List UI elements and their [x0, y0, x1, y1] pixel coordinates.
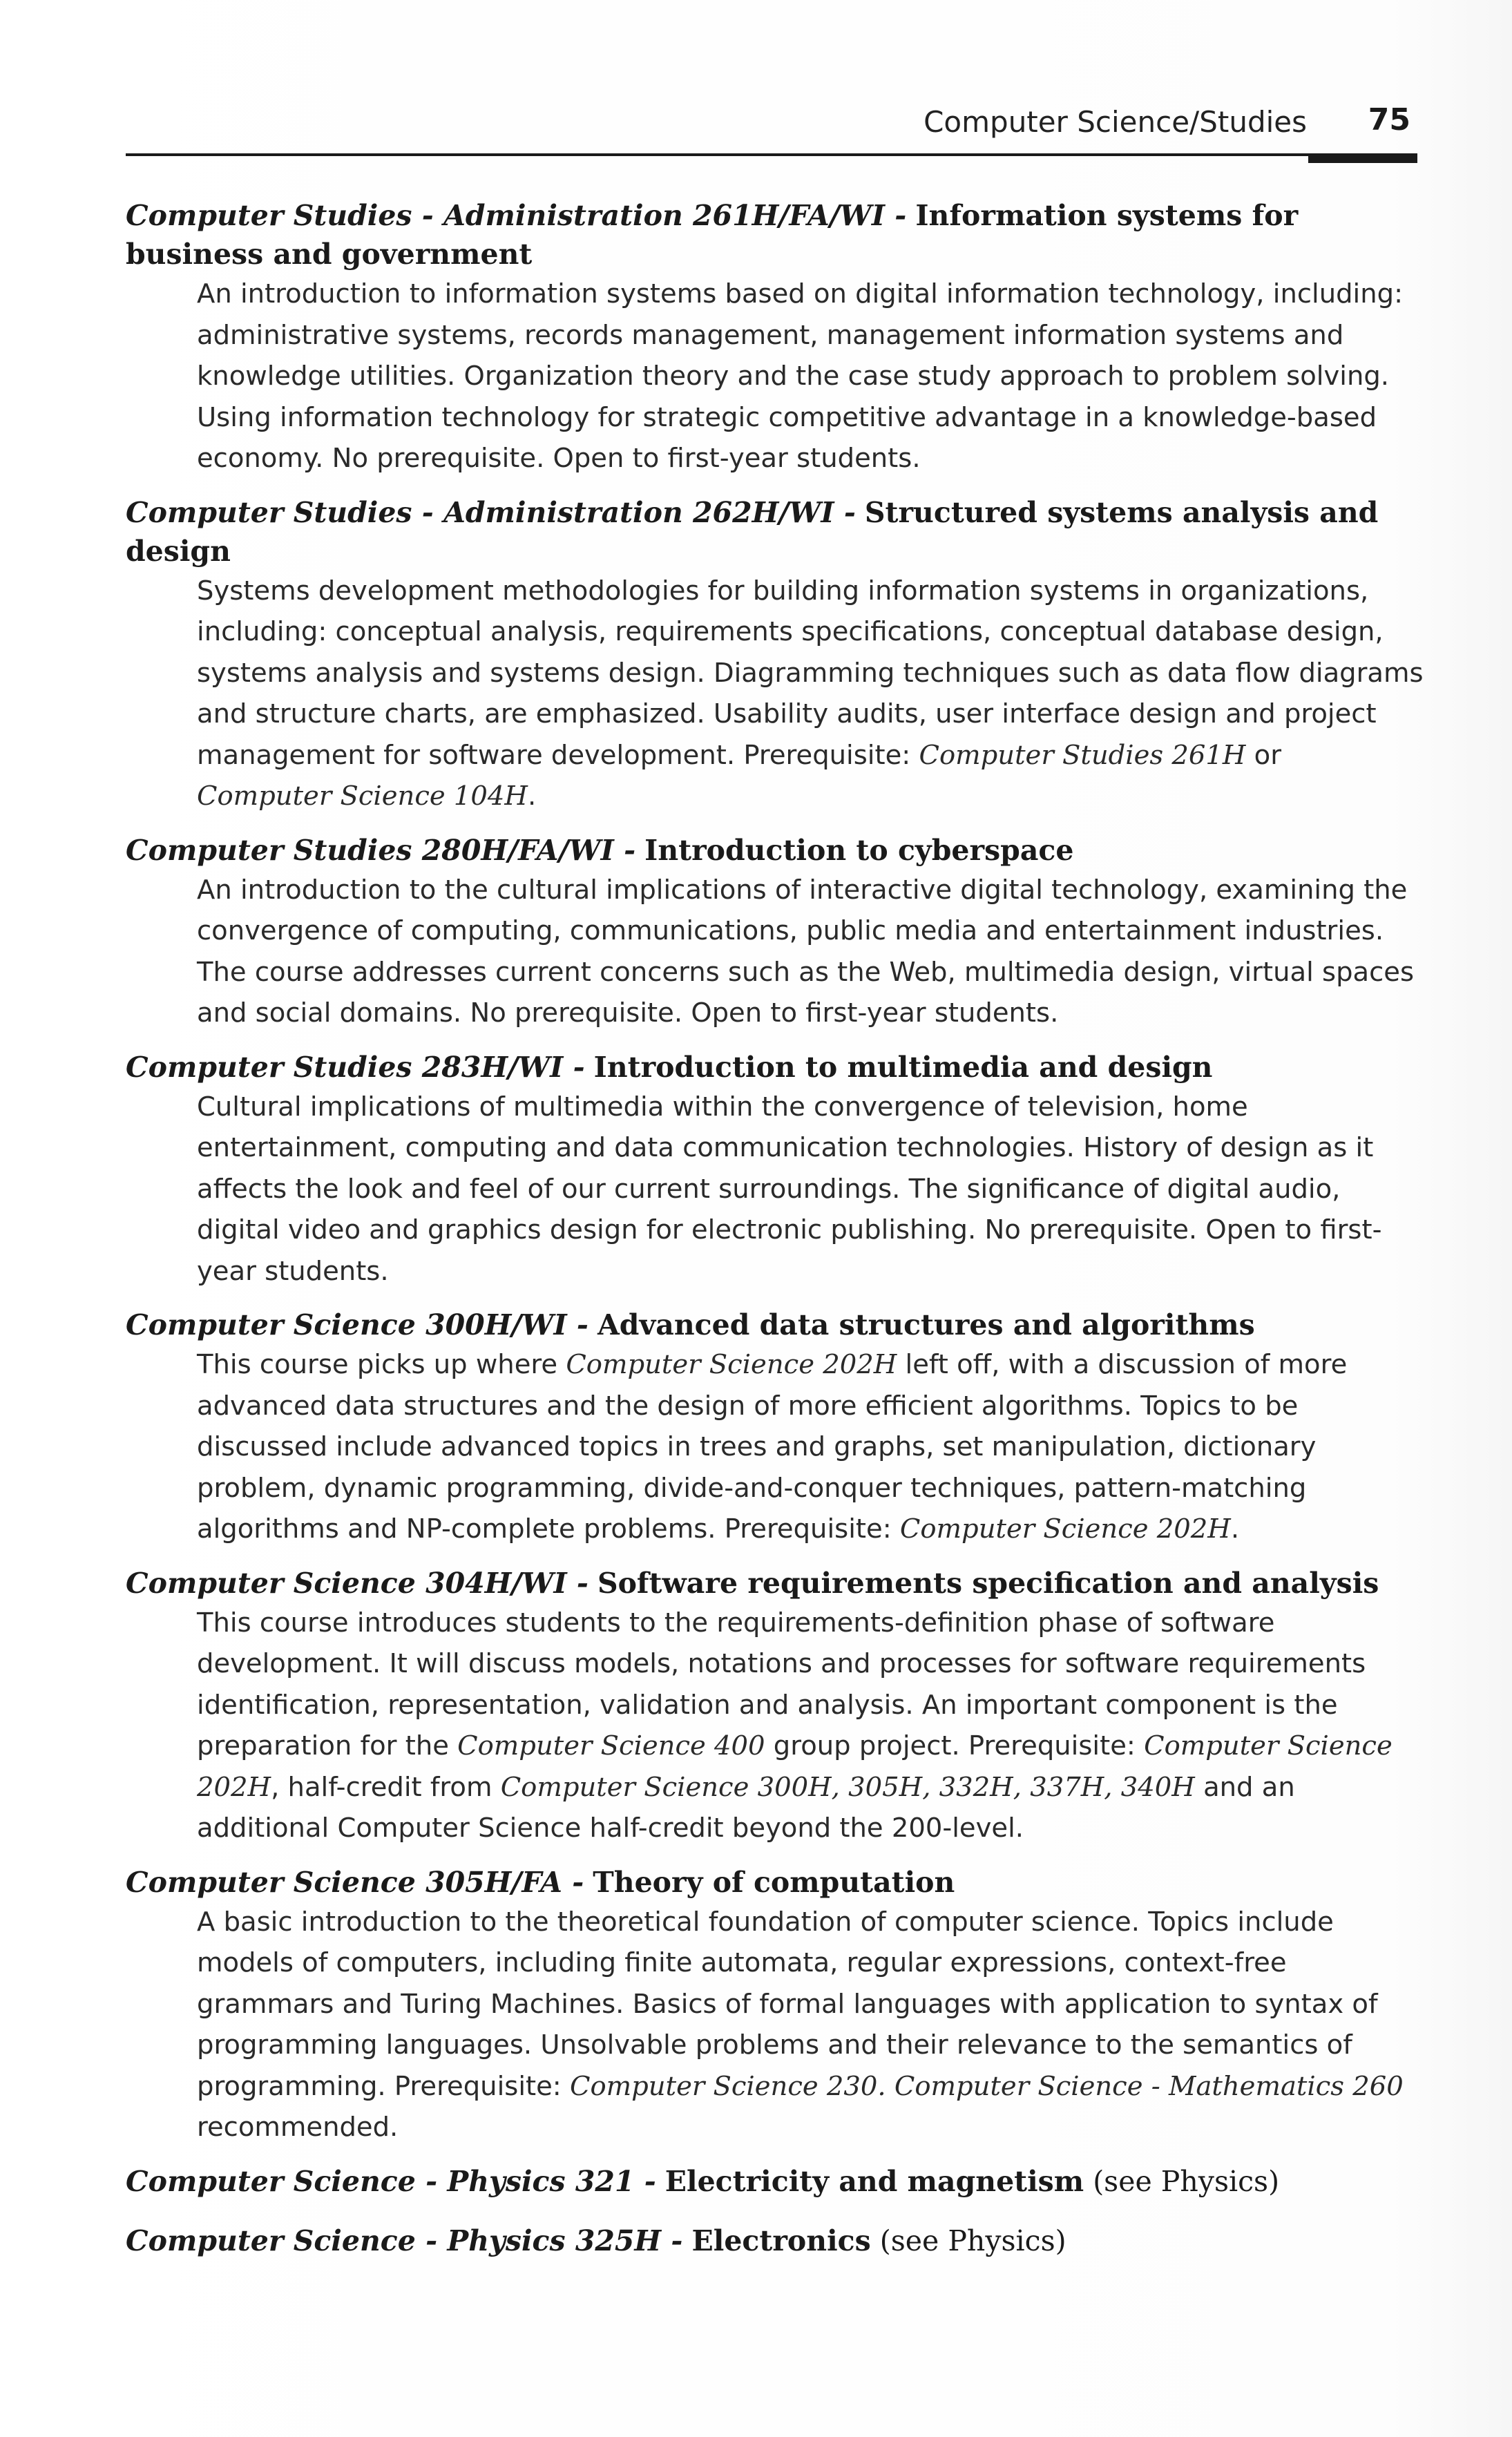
description-text: Systems development methodologies for building information systems in organizations, including: conceptual analysis, requirements specifications, conceptual database design, systems analysis and systems design. Diagramming techniques such as data flow diagrams and structure charts, are emphasized. Usability audits, user interface design and project management for software development. Prerequisite:	[197, 575, 1424, 771]
page-header	[126, 98, 1417, 153]
course-heading	[126, 2162, 1424, 2201]
description-text: A basic introduction to the theoretical foundation of computer science. Topics include models of computers, including finite automata, regular expressions, context-free grammars and Turing Machines. Basics of formal languages with application to syntax of programming languages. Unsolvable problems and their relevance to the semantics of programming. Prerequisite:	[197, 1906, 1378, 2102]
course-code: Computer Studies 280H/FA/WI -	[126, 833, 636, 867]
course-entry	[126, 1306, 1424, 1550]
course-description	[197, 1344, 1424, 1550]
header-rule	[126, 153, 1417, 156]
page-number: 75	[1368, 102, 1410, 137]
description-text: .	[1230, 1513, 1240, 1545]
course-entry	[126, 1863, 1424, 2148]
header-thumb-tab	[1308, 153, 1417, 163]
course-ref: Computer Science 202H	[566, 1349, 897, 1380]
course-title: Introduction to cyberspace	[644, 833, 1074, 867]
course-code: Computer Studies - Administration 262H/WI -	[126, 495, 856, 529]
course-code: Computer Science - Physics 321 -	[126, 2164, 656, 2198]
course-heading	[126, 196, 1424, 274]
prerequisite-ref: Computer Science 104H	[197, 781, 528, 812]
running-head-title: Computer Science/Studies	[924, 105, 1307, 139]
prerequisite-ref: Computer Science 230. Computer Science - Mathematics 260	[570, 2070, 1404, 2102]
course-title: Introduction to multimedia and design	[593, 1050, 1213, 1084]
course-entry	[126, 831, 1424, 1034]
course-title: Information systems for business and government	[126, 199, 1299, 271]
course-title: Structured systems analysis and design	[126, 495, 1379, 568]
description-text: or	[1245, 739, 1282, 771]
course-heading	[126, 1863, 1424, 1902]
see-note: (see Physics)	[1093, 2164, 1280, 2198]
course-description	[197, 571, 1424, 817]
course-code: Computer Studies - Administration 261H/FA/WI -	[126, 199, 907, 232]
course-heading	[126, 2221, 1424, 2260]
course-title: Electricity and magnetism	[664, 2164, 1084, 2198]
see-note: (see Physics)	[879, 2224, 1066, 2257]
prerequisite-ref: Computer Science 202H	[899, 1513, 1231, 1545]
course-heading	[126, 1564, 1424, 1603]
cross-reference-entry	[126, 2221, 1424, 2260]
course-heading	[126, 493, 1424, 571]
course-title: Software requirements specification and analysis	[597, 1566, 1379, 1600]
course-description: Cultural implications of multimedia within the convergence of television, home entertainment, computing and data communication technologies. History of design as it affects the look and feel of our current surroundings. The significance of digital audio, digital video and graphics design for electronic publishing. No prerequisite. Open to first-year students.	[197, 1091, 1382, 1287]
description-text: This course introduces students to the requirements-definition phase of software development. It will discuss models, notations and processes for software requirements identification, representation, validation and analysis. An important component is the preparation for the	[197, 1607, 1366, 1761]
course-entry	[126, 1564, 1424, 1849]
course-heading	[126, 831, 1424, 870]
cross-reference-entry	[126, 2162, 1424, 2201]
course-description	[197, 1603, 1424, 1849]
course-code: Computer Science 304H/WI -	[126, 1566, 588, 1600]
course-heading	[126, 1048, 1424, 1087]
course-description: An introduction to the cultural implications of interactive digital technology, examining the convergence of computing, communications, public media and entertainment industries. The course addresses current concerns such as the Web, multimedia design, virtual spaces and social domains. No prerequisite. Open to first-year students.	[197, 874, 1415, 1029]
course-entry	[126, 1048, 1424, 1292]
course-code: Computer Science 305H/FA -	[126, 1865, 584, 1899]
description-text: group project. Prerequisite:	[765, 1730, 1145, 1761]
description-text: .	[527, 781, 537, 812]
description-text: , half-credit from	[271, 1771, 501, 1803]
description-text: recommended.	[197, 2112, 399, 2143]
course-ref: Computer Science 400	[457, 1730, 765, 1761]
course-entry	[126, 196, 1424, 479]
course-title: Theory of computation	[593, 1865, 955, 1899]
course-title: Electronics	[691, 2224, 871, 2257]
description-text: This course picks up where	[197, 1349, 566, 1380]
course-entry	[126, 493, 1424, 817]
course-heading	[126, 1306, 1424, 1344]
prerequisite-ref: Computer Studies 261H	[919, 739, 1246, 771]
course-listing	[126, 196, 1424, 2281]
course-description: An introduction to information systems based on digital information technology, including: administrative systems, records management, management information systems and knowledge utilities. Organization theory and the case study approach to problem solving. Using information technology for strategic competitive advantage in a knowledge-based economy. No prerequisite. Open to first-year students.	[197, 278, 1404, 474]
prerequisite-ref: Computer Science 202H	[197, 1730, 1393, 1803]
course-code: Computer Science - Physics 325H -	[126, 2224, 683, 2257]
course-description	[197, 1902, 1424, 2148]
description-text: and an additional Computer Science half-credit beyond the 200-level.	[197, 1771, 1295, 1844]
course-code: Computer Studies 283H/WI -	[126, 1050, 585, 1084]
course-code: Computer Science 300H/WI -	[126, 1308, 588, 1341]
prerequisite-ref: Computer Science 300H, 305H, 332H, 337H, 340H	[500, 1771, 1195, 1803]
course-title: Advanced data structures and algorithms	[597, 1308, 1255, 1341]
description-text: left off, with a discussion of more advanced data structures and the design of more efficient algorithms. Topics to be discussed include advanced topics in trees and graphs, set manipulation, dictionary problem, dynamic programming, divide-and-conquer techniques, pattern-matching algorithms and NP-complete problems. Prerequisite:	[197, 1349, 1348, 1545]
